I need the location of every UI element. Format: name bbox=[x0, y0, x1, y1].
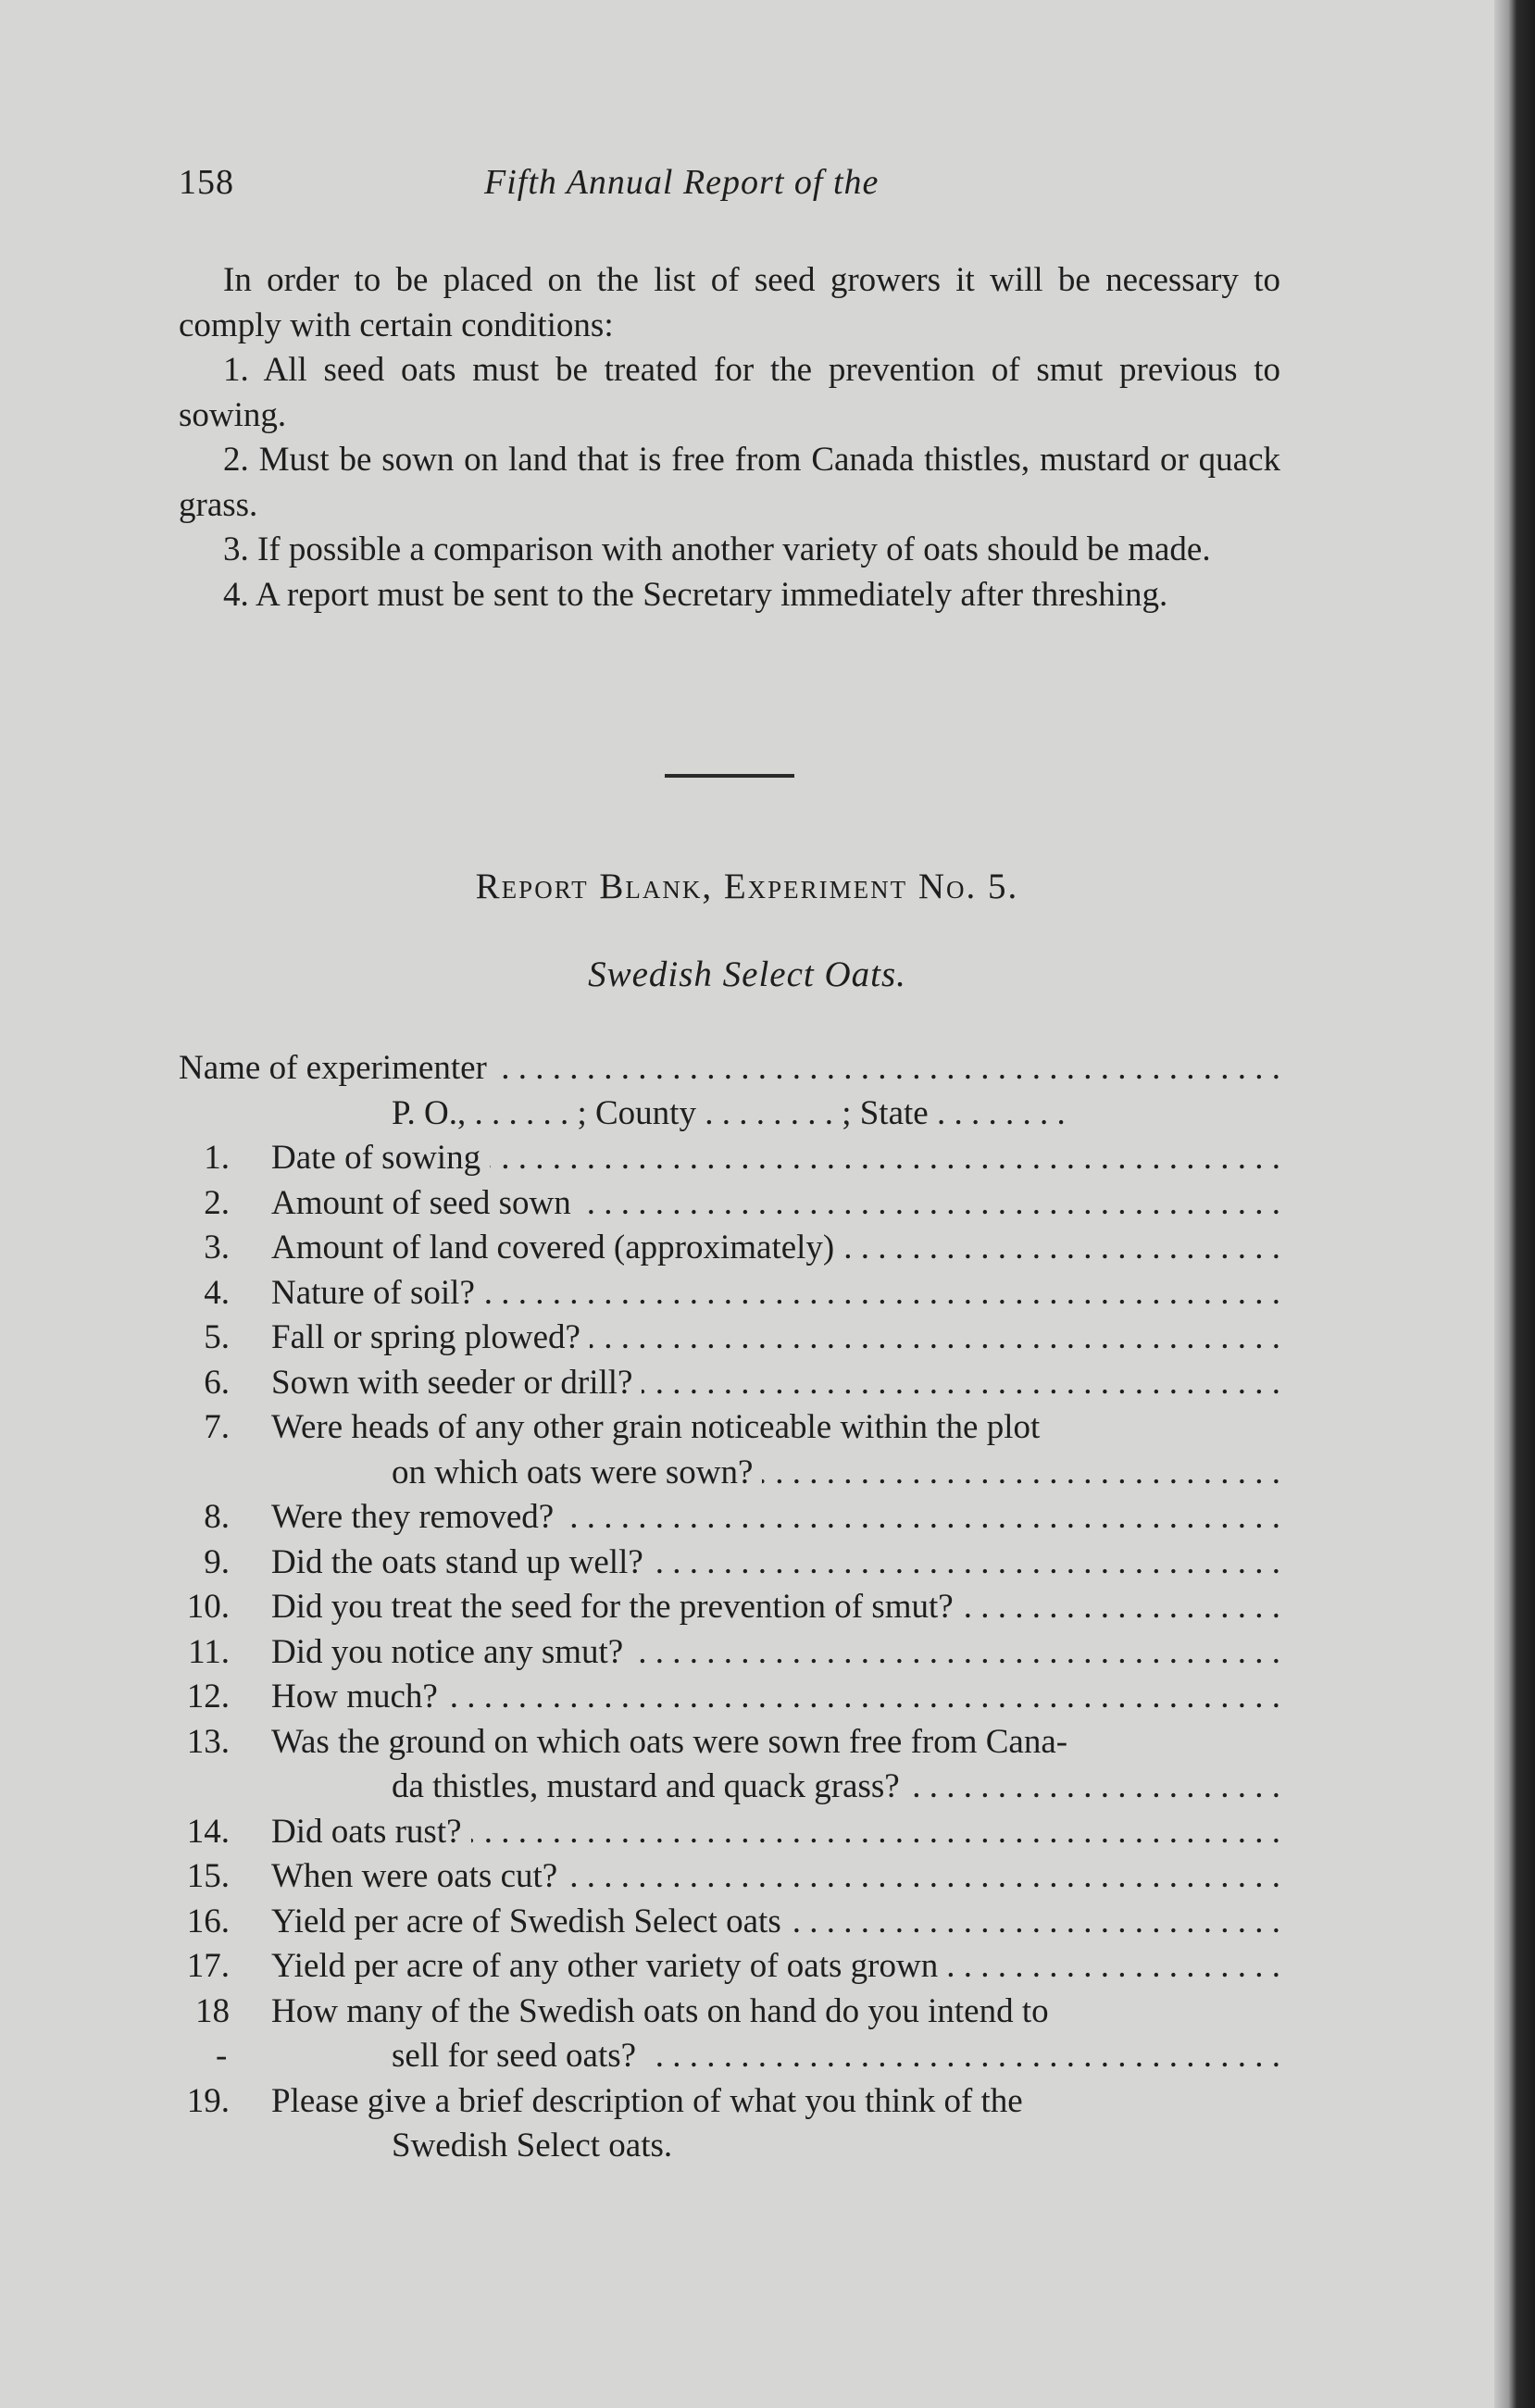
form-item-row bbox=[179, 1451, 1280, 1496]
item-number: 15. bbox=[186, 1857, 230, 1895]
form-item-row bbox=[179, 1181, 1280, 1227]
form-item-row bbox=[179, 1900, 1280, 1945]
form-item-row bbox=[179, 1271, 1280, 1316]
item-label: When were oats cut? bbox=[271, 1857, 567, 1895]
condition-1: 1. All seed oats must be treated for the prevention of smut previous to sowing. bbox=[179, 351, 1280, 434]
item-label: Were heads of any other grain noticeable within the plot bbox=[271, 1408, 1049, 1446]
form-item-row bbox=[179, 1854, 1280, 1900]
item-label: Sown with seeder or drill? bbox=[271, 1364, 642, 1402]
item-number: 1. bbox=[204, 1139, 230, 1177]
item-number: 4. bbox=[204, 1273, 230, 1312]
item-label: Nature of soil? bbox=[271, 1274, 484, 1312]
item-number: 11. bbox=[188, 1632, 230, 1671]
item-label: Did oats rust? bbox=[271, 1813, 471, 1851]
item-number: 7. bbox=[204, 1408, 230, 1446]
item-number: 3. bbox=[204, 1229, 230, 1266]
item-label: Was the ground on which oats were sown free from Cana- bbox=[271, 1723, 1077, 1761]
item-number: 5. bbox=[204, 1318, 230, 1356]
form-item-row bbox=[179, 1136, 1280, 1181]
form-items bbox=[179, 1136, 1280, 2169]
form-row-name bbox=[179, 1046, 1280, 1092]
item-number: 16. bbox=[186, 1902, 230, 1940]
condition-2: 2. Must be sown on land that is free from Canada thistles, mustard or quack grass. bbox=[179, 441, 1280, 524]
state-label: ; State bbox=[842, 1093, 929, 1132]
item-label: Yield per acre of any other variety of oats grown bbox=[271, 1947, 947, 1985]
form-item-row bbox=[179, 1361, 1280, 1406]
item-number: 6. bbox=[204, 1363, 230, 1402]
page-number: 158 bbox=[179, 163, 234, 202]
book-binding-edge bbox=[1494, 0, 1535, 2408]
item-number: 9. bbox=[204, 1542, 230, 1581]
county-label: ; County bbox=[577, 1093, 696, 1132]
item-number: 19. bbox=[186, 2081, 230, 2120]
intro-paragraph: In order to be placed on the list of seed growers it will be necessary to comply with certain conditions: bbox=[179, 261, 1280, 344]
item-number: 2. bbox=[204, 1183, 230, 1222]
item-label: Did you notice any smut? bbox=[271, 1633, 632, 1671]
item-label: Fall or spring plowed? bbox=[271, 1318, 590, 1356]
form-item-row bbox=[179, 2034, 1280, 2079]
item-label: Date of sowing bbox=[271, 1139, 490, 1177]
item-label: How much? bbox=[271, 1678, 447, 1716]
form-item-row bbox=[179, 1675, 1280, 1720]
item-label: Did the oats stand up well? bbox=[271, 1543, 653, 1581]
item-label: da thistles, mustard and quack grass? bbox=[392, 1767, 909, 1805]
item-number: 8. bbox=[204, 1498, 230, 1536]
po-dots: . . . . . . bbox=[466, 1093, 578, 1132]
item-label: How many of the Swedish oats on hand do you intend to bbox=[271, 1992, 1058, 2030]
intro-section bbox=[179, 258, 1280, 618]
running-title: Fifth Annual Report of the bbox=[484, 163, 880, 202]
item-label: Amount of seed sown bbox=[271, 1184, 580, 1222]
condition-4: 4. A report must be sent to the Secretary immediately after threshing. bbox=[223, 575, 1168, 614]
county-dots: . . . . . . . . bbox=[695, 1093, 842, 1132]
item-label: Please give a brief description of what you think of the bbox=[271, 2082, 1032, 2120]
item-label: Yield per acre of Swedish Select oats bbox=[271, 1903, 791, 1940]
item-label: Amount of land covered (approximately) bbox=[271, 1229, 843, 1266]
form-item-row bbox=[179, 2124, 1280, 2169]
form-item-row bbox=[179, 1226, 1280, 1271]
form-item-row bbox=[179, 1541, 1280, 1586]
condition-3: 3. If possible a comparison with another variety of oats should be made. bbox=[223, 530, 1211, 568]
item-label: on which oats were sown? bbox=[392, 1454, 762, 1491]
form-item-row bbox=[179, 1944, 1280, 1990]
item-label: Swedish Select oats. bbox=[392, 2127, 681, 2165]
stray-mark: - bbox=[216, 2037, 228, 2075]
state-dots: . . . . . . . . bbox=[928, 1093, 1066, 1132]
form-item-row bbox=[179, 1585, 1280, 1630]
item-number: 18 bbox=[195, 1991, 230, 2030]
form-item-row bbox=[179, 1316, 1280, 1361]
form-item-row bbox=[179, 1720, 1280, 1765]
po-label: P. O., bbox=[392, 1093, 467, 1132]
item-number: 13. bbox=[186, 1722, 230, 1761]
form-item-row bbox=[179, 1765, 1280, 1810]
item-label: Did you treat the seed for the prevention of smut? bbox=[271, 1588, 963, 1626]
item-number: 12. bbox=[186, 1678, 230, 1716]
item-number: 10. bbox=[186, 1588, 230, 1626]
form-row-address bbox=[179, 1092, 1280, 1137]
item-label: Were they removed? bbox=[271, 1498, 563, 1536]
page-header bbox=[179, 162, 1290, 210]
form-item-row bbox=[179, 1405, 1280, 1451]
form-item-row bbox=[179, 1990, 1280, 2035]
item-number: 14. bbox=[186, 1812, 230, 1851]
section-divider bbox=[665, 774, 794, 778]
item-label: sell for seed oats? bbox=[392, 2037, 645, 2075]
form-item-row bbox=[179, 2079, 1280, 2125]
form-item-row bbox=[179, 1495, 1280, 1541]
item-number: 17. bbox=[186, 1947, 230, 1985]
name-label: Name of experimenter bbox=[179, 1049, 496, 1087]
report-form bbox=[179, 1046, 1280, 2169]
form-item-row bbox=[179, 1630, 1280, 1676]
form-item-row bbox=[179, 1810, 1280, 1855]
report-subtitle: Swedish Select Oats. bbox=[588, 954, 906, 994]
report-title: Report Blank, Experiment No. 5. bbox=[475, 867, 1019, 906]
